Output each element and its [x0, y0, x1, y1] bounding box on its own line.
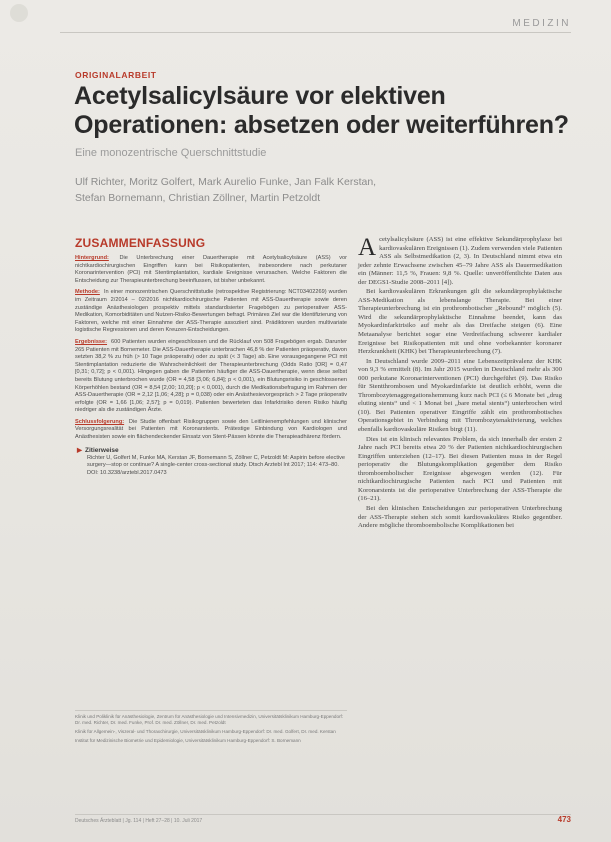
- body-paragraph: In Deutschland wurde 2009–2011 eine Lebenszeitprävalenz der KHK von 9,3 % ermittelt (8). Im Jahr 2015 wurden in Deutschland mehr als 300 000 perkutane Koronarinterventionen (PCI) durchgeführt (9). Das Risiko für Stentthrombosen und Myokardinfarkte ist deutlich erhöht, wenn die Thrombozytenaggregationshemmung kurz nach PCI (≤ 6 Monate bei „drug eluting stents“ und < 1 Monat bei „bare metal stents“) unterbrochen wird (10). Bei Patienten operativer Eingriffe zählt ein prothrombotisches Operationsgebiet in Verbindung mit Thrombozytenaktivierung, welches ebenfalls kardiovaskuläre Risiken birgt (11).: [358, 357, 562, 434]
- body-column: [358, 236, 562, 532]
- article-kicker: ORIGINALARBEIT: [75, 70, 157, 80]
- body-paragraph-text: cetylsalicylsäure (ASS) ist eine effektive Sekundärprophylaxe bei kardiovaskulären Ereignissen (1). Zudem verwenden viele Patienten ASS als Selbstmedikation (2, 3). In Deutschland nimmt etwa ein jeder zehnte Erwachsene zwischen 45–79 Jahre ASS als Dauermedikation ein (Männer: 11,5 %, Frauen: 9,8 %. Quelle: unveröffentlichte Daten aus der DEGS1-Studie 2008–2011 [4]).: [358, 236, 562, 286]
- article-title: Acetylsalicylsäure vor elektiven Operationen: absetzen oder weiterführen?: [74, 82, 569, 139]
- abstract-text: 600 Patienten wurden eingeschlossen und die Rücklauf von 508 Fragebögen ergab. Darunter 265 Patienten mit Bornemeter. Die ASS-Dauertherapie unterbrachen 46,8 % der Patienten präoperativ, davon setzten 38,2 % zu früh (> 10 Tage präoperativ) oder zu spät (< 3 Tage) ab. Eine vorausgegangene PCI mit Stentimplantation reduzierte die Wahrscheinlichkeit der Therapieunterbrechung (Odds Ratio [OR] = 0,47 [0,31; 0,72]; p < 0,001). Hingegen gaben die Patienten häufiger die ASS-Dauertherapie, wenn diese selbst bereits Blutung unterbrochen wurde (OR = 4,58 [3,06; 6,84]; p < 0,001), ein Blutungsrisiko in geschlossenen Körperhöhlen bestand (OR = 8,54 [2,00; 10,20]; p < 0,001), durch die Medikationsbefragung im Rahmen der ASS-Dauertherapie (OR = 2,12 [1,06; 4,28]; p = 0,038) oder ein Anästhesievorgespräch > 2 Tage präoperativ erfolgte (OR = 1,66 [1,06; 2,57]; p = 0,019). Patienten bewerteten das Infarktrisiko deren Risiko häufig niedriger als die zuständigen Ärzte.: [75, 338, 347, 414]
- citation-label-text: Zitierweise: [85, 446, 119, 454]
- article-subtitle: Eine monozentrische Querschnittstudie: [75, 147, 267, 159]
- affiliations: [75, 710, 347, 747]
- abstract-lead: Ergebnisse:: [75, 338, 108, 345]
- abstract-background: [75, 255, 347, 285]
- drop-cap: A: [358, 234, 377, 261]
- citation-text: Richter U, Golfert M, Funke MA, Kerstan JF, Bornemann S, Zöllner C, Petzoldt M: Aspirin before elective surgery—stop or continue? A single-center cross-sectional study. Dtsch Arztebl Int 2017; 114: 473–80. DOI: 10.3238/arztebl.2017.0473: [87, 454, 346, 476]
- body-paragraph: Bei den klinischen Entscheidungen zur perioperativen Unterbrechung der ASS-Therapie stehen sich somit kardiovaskuläres Risiko gegenüber. Andere mögliche thromboembolische Komplikationen bei: [358, 504, 562, 530]
- citation-label: [77, 446, 347, 454]
- abstract-text: In einer monozentrischen Querschnittstudie (retrospektive Registrierung: NCT03402269) wurden im Zeitraum 2/2014 – 02/2016 nichtkardiochirurgische Patienten mit ASS-Dauertherapie sowie deren zuständige Anästhesiologen prospektiv mittels standardisierter Fragebögen zu perioperativer ASS-Medikation, Komorbiditäten und Nutzen-Risiko-Bewertungen befragt. Primäres Ziel war die Identifizierung von Faktoren, welche mit einer Einnahme der ASS-Therapie assoziiert sind. Prädiktoren wurden multivariate logistische Regressionen und deren Kreuzen-Entscheidungen.: [75, 289, 347, 334]
- section-label: MEDIZIN: [512, 18, 571, 29]
- abstract-methods: [75, 289, 347, 335]
- citation-box: [75, 446, 347, 478]
- abstract-lead: Schlussfolgerung:: [75, 418, 125, 425]
- abstract-conclusion: [75, 419, 347, 442]
- abstract-lead: Hintergrund:: [75, 255, 109, 261]
- abstract-column: [75, 236, 347, 477]
- author-list: Ulf Richter, Moritz Golfert, Mark Aurelio Funke, Jan Falk Kerstan, Stefan Bornemann, Christian Zöllner, Martin Petzoldt: [75, 176, 377, 204]
- abstract-results: [75, 339, 347, 415]
- footer-divider: [75, 814, 571, 815]
- body-paragraph: Dies ist ein klinisch relevantes Problem, da sich innerhalb der ersten 2 Jahre nach PCI bereits etwa 20 % der Patienten nichtkardiochirurgischen Eingriffen unterziehen (12–17). Bei diesen Patienten muss in der Regel perioperativ die Blutungskomplikation gegenüber dem Risiko thromboembolischer Ereignisse abgewogen werden (12). Für nichtkardiochirurgische Patienten nach PCI und Patienten mit Koronarstents ist die perioperative Unterbrechung der ASS-Therapie die (16–21).: [358, 435, 562, 503]
- sticker-mark: [10, 4, 28, 22]
- affiliation-item: Klinik für Allgemein-, Viszeral- und Thoraxchirurgie, Universitätsklinikum Hamburg-Eppendorf: Dr. med. Golfert, Dr. med. Kerstan: [75, 729, 336, 734]
- affiliation-item: Institut für Medizinische Biometrie und Epidemiologie, Universitätsklinikum Hamburg-Eppendorf: S. Bornemann: [75, 738, 301, 743]
- journal-reference: Deutsches Ärzteblatt | Jg. 114 | Heft 27–28 | 10. Juli 2017: [75, 818, 203, 824]
- abstract-text: Die Studie offenbart Risikogruppen sowie den Leitlinienempfehlungen und klinischer Versorgungsrealität bei Patienten mit Koronarstents. Prätestige Einbindung von Kardiologen und Anästhesisten sowie ein flächendeckender Einsatz von Stent-Pässen könnte die Therapieadhärenz fördern.: [75, 418, 347, 441]
- triangle-icon: ▶: [77, 446, 82, 454]
- body-paragraph: [358, 236, 562, 287]
- body-paragraph: Bei kardiovaskulären Erkrankungen gilt die sekundärprophylaktische ASS-Medikation als lebenslange Therapie. Bei einer Therapieunterbrechung ist ein prothrombotischer „Rebound“ möglich (5). Wird die sekundärprophylaktische Einnahme beendet, kann das Myokardinfarktrisiko auf mehr als das Dreifache steigen (6). Eine Metaanalyse berichtet sogar eine Verdreifachung schwerer kardialer Ereignisse bei Risikopatienten mit und ohne vorbekannter koronarer Herzkrankheit (KHK) bei Therapieunterbrechung (7).: [358, 288, 562, 356]
- abstract-lead: Methode:: [75, 289, 100, 296]
- header-divider: [60, 32, 571, 33]
- page-number: 473: [557, 815, 571, 824]
- affiliation-item: Klinik und Poliklinik für Anästhesiologie, Zentrum für Anästhesiologie und Intensivmedizin, Universitätsklinikum Hamburg-Eppendorf: Dr. med. Richter, Dr. med. Funke, Prof. Dr. med. Zöllner, Dr. med. Petzoldt: [75, 714, 344, 725]
- abstract-text: Die Unterbrechung einer Dauertherapie mit Acetylsalicylsäure (ASS) vor nichtkardiochirurgischen Eingriffen kann bei Risikopatienten, insbesondere nach perkutaner Koronarintervention (PCI) mit Stentimplantation, kardiale Ereignisse verursachen. Welche Faktoren die Entscheidung zur Therapieunterbrechung beeinflussen, ist bisher unbekannt.: [75, 255, 347, 284]
- abstract-heading: ZUSAMMENFASSUNG: [75, 236, 206, 250]
